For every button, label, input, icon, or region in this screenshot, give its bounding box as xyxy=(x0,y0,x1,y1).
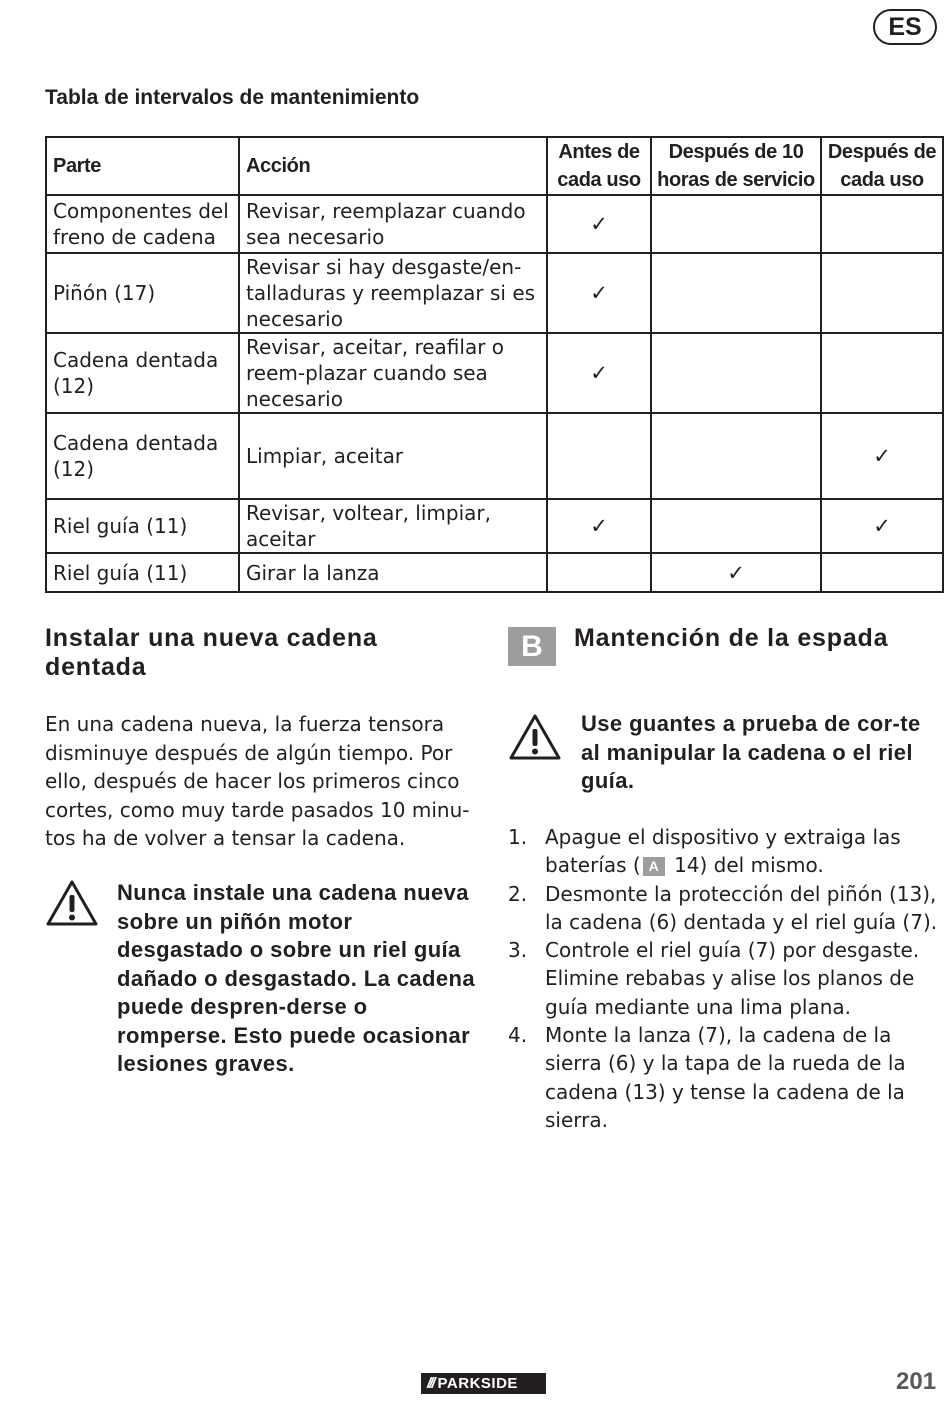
step-number: 3. xyxy=(508,938,528,963)
cell-part: Piñón (17) xyxy=(46,253,239,333)
gloves-warning: Use guantes a prueba de cor-te al manipular la cadena o el riel guía. xyxy=(581,711,921,793)
step-number: 4. xyxy=(508,1023,528,1048)
brand-name: PARKSIDE xyxy=(437,1375,518,1392)
table-row xyxy=(46,253,943,333)
cell-action: Limpiar, aceitar xyxy=(239,413,547,499)
cell-after-use xyxy=(821,413,943,499)
step-item xyxy=(508,823,940,880)
table-header-row xyxy=(46,137,943,195)
step-text: Controle el riel guía (7) por desgaste. Elimine rebabas y alise los planos de guía mediante una lima plana. xyxy=(545,938,920,1019)
cell-after-10h xyxy=(651,413,821,499)
cell-part: Riel guía (11) xyxy=(46,499,239,553)
col-header-action: Acción xyxy=(239,137,547,195)
cell-part: Componentes del freno de cadena xyxy=(46,195,239,253)
cell-after-use xyxy=(821,553,943,592)
cell-action: Revisar si hay desgaste/en-talladuras y reemplazar si es necesario xyxy=(239,253,547,333)
new-chain-paragraph: En una cadena nueva, la fuerza tensora disminuye después de algún tiempo. Por ello, después de hacer los primeros cinco cortes, como muy tarde pasados 10 minu-tos ha de volver a tensar la cadena. xyxy=(45,712,470,850)
cell-before-use xyxy=(547,553,651,592)
cell-after-use xyxy=(821,195,943,253)
check-mark-icon: ✓ xyxy=(590,361,608,385)
cell-after-10h xyxy=(651,333,821,413)
col-header-part: Parte xyxy=(46,137,239,195)
cell-after-10h xyxy=(651,253,821,333)
step-item xyxy=(508,1021,940,1134)
col-header-before-use: Antes de cada uso xyxy=(547,137,651,195)
cell-before-use xyxy=(547,413,651,499)
language-badge: ES xyxy=(873,9,937,45)
warning-icon xyxy=(508,713,562,761)
table-row xyxy=(46,413,943,499)
check-mark-icon: ✓ xyxy=(590,281,608,305)
step-item xyxy=(508,880,940,937)
cell-after-10h xyxy=(651,499,821,553)
logo-slashes-icon: /// xyxy=(427,1375,434,1392)
step-number: 2. xyxy=(508,881,528,906)
warning-icon xyxy=(45,879,99,927)
section-title-new-chain: Instalar una nueva cadena dentada xyxy=(45,624,378,681)
table-row xyxy=(46,553,943,592)
maintenance-steps xyxy=(508,823,940,1134)
cell-after-use xyxy=(821,333,943,413)
cell-before-use xyxy=(547,195,651,253)
check-mark-icon: ✓ xyxy=(873,444,891,468)
cell-before-use xyxy=(547,499,651,553)
table-row xyxy=(46,499,943,553)
page-number: 201 xyxy=(896,1368,937,1395)
cell-part: Cadena dentada (12) xyxy=(46,413,239,499)
cell-action: Revisar, aceitar, reafilar o reem-plazar cuando sea necesario xyxy=(239,333,547,413)
section-badge-b: B xyxy=(508,627,556,666)
step-text: Desmonte la protección del piñón (13), la cadena (6) dentada y el riel guía (7). xyxy=(545,881,938,934)
cell-action: Girar la lanza xyxy=(239,553,547,592)
new-chain-warning: Nunca instale una cadena nueva sobre un piñón motor desgastado o sobre un riel guía dañado o desgastado. La cadena puede despren-derse o romperse. Esto puede ocasionar lesiones graves. xyxy=(117,880,475,1076)
step-text: Monte la lanza (7), la cadena de la sierra (6) y la tapa de la rueda de la cadena (13) y tense la cadena de la sierra. xyxy=(545,1023,906,1132)
check-mark-icon: ✓ xyxy=(727,560,745,585)
cell-part: Riel guía (11) xyxy=(46,553,239,592)
section-title-bar-maintenance: Mantención de la espada xyxy=(574,624,889,652)
cell-action: Revisar, voltear, limpiar, aceitar xyxy=(239,499,547,553)
step-text: Apague el dispositivo y extraiga las baterías ( A 14) del mismo. xyxy=(545,825,901,878)
col-header-after-use: Después de cada uso xyxy=(821,137,943,195)
step-number: 1. xyxy=(508,825,528,849)
cell-after-use xyxy=(821,499,943,553)
table-row xyxy=(46,195,943,253)
maintenance-table xyxy=(45,136,944,593)
col-header-after-10h: Después de 10 horas de servicio xyxy=(651,137,821,195)
cell-part: Cadena dentada (12) xyxy=(46,333,239,413)
check-mark-icon: ✓ xyxy=(590,212,608,236)
check-mark-icon: ✓ xyxy=(873,514,891,538)
figure-ref-badge: A xyxy=(643,857,665,876)
step-item xyxy=(508,936,940,1021)
cell-before-use xyxy=(547,253,651,333)
cell-after-use xyxy=(821,253,943,333)
cell-after-10h xyxy=(651,195,821,253)
cell-before-use xyxy=(547,333,651,413)
cell-action: Revisar, reemplazar cuando sea necesario xyxy=(239,195,547,253)
cell-after-10h xyxy=(651,553,821,592)
parkside-logo xyxy=(421,1373,546,1394)
table-title: Tabla de intervalos de mantenimiento xyxy=(45,86,420,109)
check-mark-icon: ✓ xyxy=(590,514,608,538)
table-row xyxy=(46,333,943,413)
